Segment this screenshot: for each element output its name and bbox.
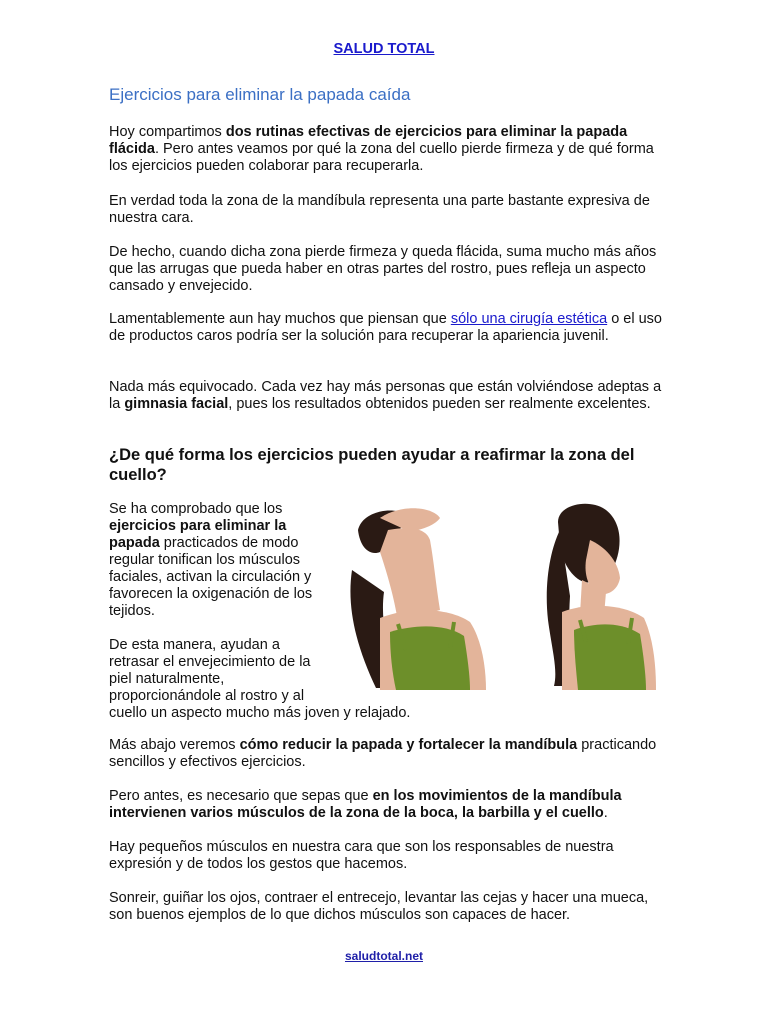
woman-neck-flexion-image (508, 500, 658, 690)
bold-text: ejercicios para eliminar la papada (109, 518, 287, 551)
text: cuello un aspecto mucho más joven y relajado. (109, 705, 411, 721)
footer-site-link[interactable]: saludtotal.net (344, 949, 423, 963)
bold-text: gimnasia facial (124, 396, 229, 412)
bold-text: en los movimientos de la mandíbula intervienen varios músculos de la zona de la boca, la barbilla y el cuello (109, 788, 622, 821)
text: . Pero antes veamos por qué la zona del cuello pierde firmeza y de qué forma los ejercicios pueden colaborar para recuperarla. (109, 141, 654, 174)
paragraph-cirugia (109, 311, 669, 345)
paragraph-gestos: Sonreir, guiñar los ojos, contraer el entrecejo, levantar las cejas y hacer una mueca, son buenos ejemplos de lo que dichos músculos son capaces de hacer. (109, 890, 649, 923)
article-title: Ejercicios para eliminar la papada caída (109, 85, 411, 104)
bold-text: cómo reducir la papada y fortalecer la mandíbula (239, 737, 578, 753)
paragraph-musculos: Hay pequeños músculos en nuestra cara que son los responsables de nuestra expresión y de todos los gestos que hacemos. (109, 839, 614, 872)
paragraph-intro (109, 124, 669, 175)
text: , pues los resultados obtenidos pueden ser realmente excelentes. (228, 396, 651, 412)
paragraph-mas-abajo (109, 737, 669, 771)
paragraph-gimnasia (109, 379, 669, 413)
text: Se ha comprobado que los (109, 501, 283, 517)
text: Más abajo veremos (109, 737, 240, 753)
paragraph-flacida: De hecho, cuando dicha zona pierde firmeza y queda flácida, suma mucho más años que las arrugas que pueda haber en otras partes del rostro, pues refleja un aspecto cansado y envejecido. (109, 244, 657, 294)
text: o el uso de productos caros podría ser la solución para recuperar la apariencia juvenil. (109, 311, 663, 344)
site-title-link[interactable]: SALUD TOTAL (333, 41, 435, 57)
bold-text: dos rutinas efectivas de ejercicios para eliminar la papada flácida (109, 124, 628, 157)
text: De esta manera, ayudan a retrasar el envejecimiento de la piel naturalmente, proporcionándole al rostro y al (109, 637, 311, 704)
text: Lamentablemente aun hay muchos que piensan que (109, 311, 451, 327)
paragraph-movimientos (109, 788, 669, 822)
cirugia-link[interactable]: sólo una cirugía estética (450, 311, 608, 327)
woman-neck-extension-image (340, 500, 490, 690)
text: Hoy compartimos (109, 124, 226, 140)
paragraph-mandibula: En verdad toda la zona de la mandíbula representa una parte bastante expresiva de nuestra cara. (109, 193, 650, 226)
text: practicando sencillos y efectivos ejercicios. (109, 737, 657, 770)
text: practicados de modo regular tonifican los músculos faciales, activan la circulación y favorecen la oxigenación de los tejidos. (109, 535, 313, 619)
text: Pero antes, es necesario que sepas que (109, 788, 373, 804)
text: Nada más equivocado. Cada vez hay más personas que están volviéndose adeptas a la (109, 379, 662, 412)
paragraph-comprobado (109, 501, 319, 620)
text: . (603, 805, 608, 821)
section-heading: ¿De qué forma los ejercicios pueden ayudar a reafirmar la zona del cuello? (109, 446, 635, 484)
